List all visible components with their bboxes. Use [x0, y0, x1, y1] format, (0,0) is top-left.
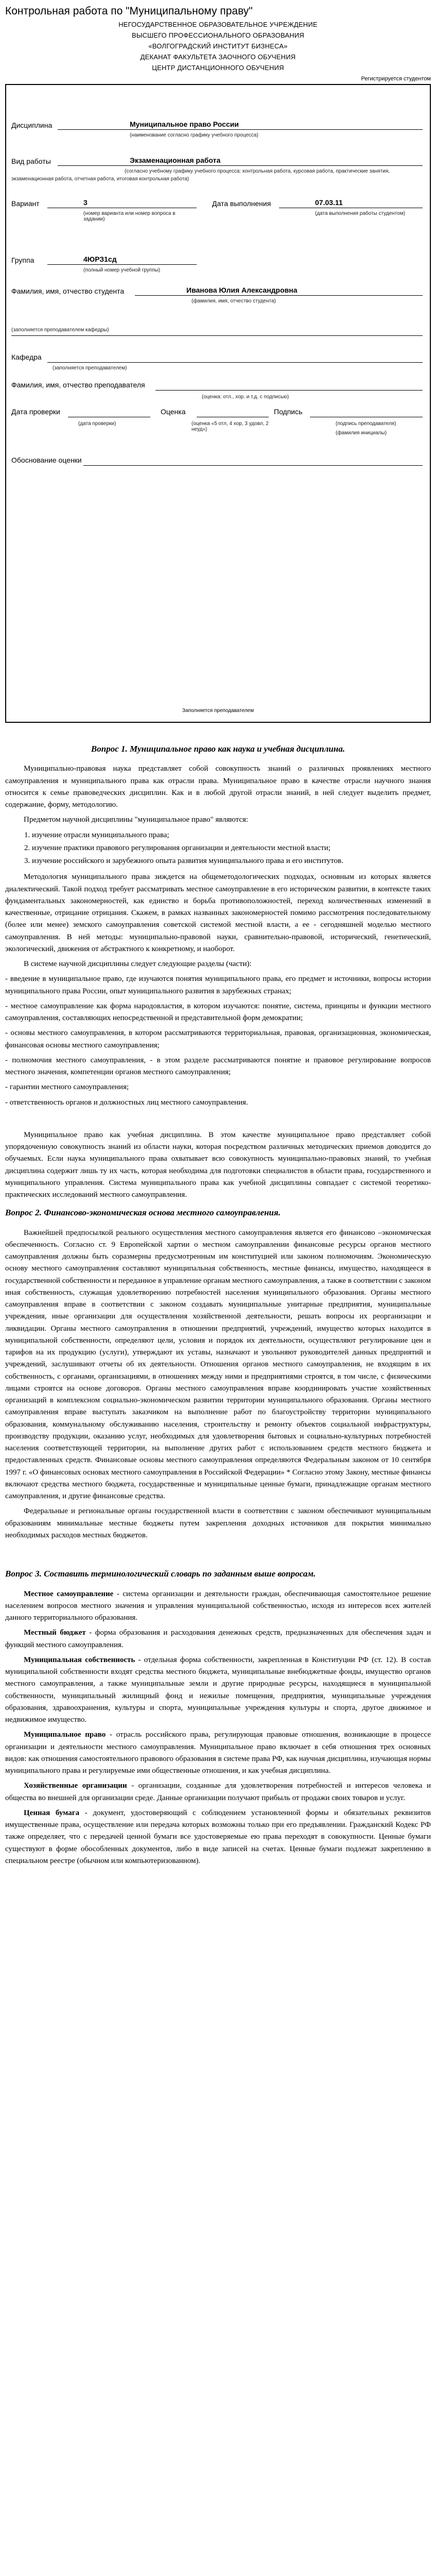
student-label: Фамилия, имя, отчество студента — [11, 287, 125, 295]
section-heading: Вопрос 3. Составить терминологический словарь по заданным выше вопросам. — [5, 1569, 316, 1579]
register-note: Регистрируется студентом — [361, 76, 431, 82]
cover-form — [5, 84, 431, 723]
section-heading: Вопрос 2. Финансово-экономическая основа местного самоуправления. — [5, 1208, 281, 1218]
paragraph: Федеральные и региональные органы государственной власти в соответствии с законом обеспечивают муниципальным образованиям минимальные местные бюджеты путем закрепления доходных источников для покрытия минимально необходимых расходов местных бюджетов. — [5, 1507, 431, 1539]
paragraph: Муниципально-правовая наука представляет собой совокупность знаний о различных проявлениях местного самоуправления и муниципального права как отрасли права. Муниципальное право в качестве отрасли научного знания относится к семье правоведческих дисциплин. Как и в любой другой отрасли знаний, в ней следует выделить предмет, содержание, форму, методологию. — [5, 765, 431, 809]
grade-hint: (оценка: отл., хор. и т.д. с подписью) — [202, 394, 289, 400]
paragraph: Методология муниципального права зиждется на общеметодологических подходах, основным из которых является диалектический. Такой подход требует рассматривать местное самоуправление в его историческом развитии, в контексте таких фундаментальных закономерностей, как единство и борьба противоположностей, переход количественных изменений в качественные, отрицание отрицания. Скажем, в рамках названных закономерностей помимо рассмотрения последовательному (более или менее) земского самоуправления советской системой местной власти, а ее - сегодняшней моделью местного самоуправления. В ней методы: муниципально-правовой науки, сравнительно-правовой, исторический, генетический, экологический, движения от абстрактного к конкретному, и наоборот. — [5, 873, 431, 953]
section-1 — [5, 742, 431, 1201]
subject-list — [23, 829, 431, 868]
teacher-label: Фамилия, имя, отчество преподавателя — [11, 381, 145, 389]
paragraph: - местное самоуправление как форма народовластия, в котором изучаются: понятие, система, принципы и функции местного самоуправления, составляющих непосредственной и представительной форм демократии; — [5, 1002, 431, 1023]
group-line — [47, 264, 197, 265]
student-value: Иванова Юлия Александровна — [186, 286, 298, 294]
header-line: «ВОЛГОГРАДСКИЙ ИНСТИТУТ БИЗНЕСА» — [148, 42, 288, 50]
glossary-term: Муниципальная собственность — [24, 1655, 135, 1664]
list-item: 1. изучение отрасли муниципального права; — [32, 829, 431, 841]
header-line: ВЫСШЕГО ПРОФЕССИОНАЛЬНОГО ОБРАЗОВАНИЯ — [132, 31, 304, 39]
date-label: Дата выполнения — [212, 199, 271, 208]
paragraph: - ответственность органов и должностных лиц местного самоуправления. — [5, 1098, 248, 1107]
variant-value: 3 — [83, 198, 88, 207]
header-line: НЕГОСУДАРСТВЕННОЕ ОБРАЗОВАТЕЛЬНОЕ УЧРЕЖДЕНИЕ — [118, 21, 318, 28]
dept-note: (заполняется преподавателем кафедры) — [11, 327, 109, 333]
date-value: 07.03.11 — [315, 198, 343, 207]
variant-label: Вариант — [11, 199, 40, 208]
glossary-definition: - отрасль российского права, регулирующая правовые отношения, возникающие в процессе организации и деятельности местного самоуправления. Муниципальное право включает в себя отношения трех основных видов: как отношения самостоятельного правового образования в системе права РФ, как научная дисциплина, изучающая нормы муниципального права и регулируемые ими общественные отношения, и как учебная дисциплина. — [5, 1731, 431, 1775]
discipline-note: (наименование согласно графику учебного процесса) — [130, 132, 258, 138]
glossary-entry — [5, 1654, 431, 1726]
student-line — [135, 295, 423, 296]
paragraph: Важнейшей предпосылкой реального осуществления местного самоуправления является его финансово –экономическая обеспеченность. Согласно ст. 9 Европейской хартии о местном самоуправлении финансовые ресурсы органов местного самоуправления должны быть соразмерны предусмотренным им конституцией или законом полномочиям. Экономическую основу местного самоуправления составляют муниципальная собственность, местные финансы, имущество, находящееся в государственной собственности и переданное в управление органам местного самоуправления, а также в соответствии с законом иная собственность, служащая удовлетворению потребностей населения муниципального образования. Органы местного самоуправления вправе в соответствии с законом создавать муниципальные унитарные предприятия, муниципальные учреждения, иные организации для осуществления хозяйственной деятельности, решать вопросы их реорганизации и ликвидации. Органы местного самоуправления в отношении предприятий, учреждений, имущество которых находится в муниципальной собственности, определяют цели, условия и порядок их деятельности, осуществляют регулирование цен и тарифов на их продукцию (услуги), утверждают их уставы, назначают и увольняют руководителей данных предприятий и учреждений, заслушивают отчеты об их деятельности. Отношения органов местного самоуправления, не входящим в их собственность, с органами, организациями, в отношениях между ними и предприятиями строятся, в том числе, с физическими лицами строятся на основе договоров. Органы местного самоуправления вправе координировать участие хозяйственных организаций в комплексном социально-экономическом развитии территории муниципального образования. Органы местного самоуправления вправе выступать заказчиком на выполнение работ по благоустройству территории муниципального образования, коммунальному обслуживанию населения, строительству и ремонту объектов социальной инфраструктуры, производству продукции, оказанию услуг, необходимых для удовлетворения бытовых и социально-культурных потребностей населения соответствующей территории, на выполнение других работ с использованием средств местного бюджета и предоставленных средств. Финансовые основы местного самоуправления определяются Федеральным законом от 10 сентября 1997 г. «О финансовых основах местного самоуправления в Российской Федерации» * Согласно этому Закону, местные финансы включают средства местного бюджета, государственные и муниципальные ценные бумаги, принадлежащие органам местного самоуправления, и другие финансовые средства. — [5, 1228, 431, 1501]
glossary-entry — [5, 1729, 431, 1777]
glossary-entry — [5, 1807, 431, 1867]
sign-label: Подпись — [274, 408, 303, 416]
grade-note: (оценка «5 отл, 4 хор, 3 удовл, 2 неуд») — [191, 421, 269, 432]
header-line: ЦЕНТР ДИСТАНЦИОННОГО ОБУЧЕНИЯ — [152, 64, 284, 72]
work-type-line — [58, 165, 423, 166]
work-type-note: (согласно учебному графику учебного процесса: контрольная работа, курсовая работа, практические занятия, — [125, 168, 390, 174]
work-type-label: Вид работы — [11, 157, 51, 165]
glossary-entry — [5, 1627, 431, 1651]
form-footer: Заполняется преподавателем — [182, 708, 254, 714]
list-item: 3. изучение российского и зарубежного опыта развития муниципального права и его институтов. — [32, 855, 431, 867]
discipline-line — [58, 129, 423, 130]
department-note: (заполняется преподавателем) — [53, 365, 127, 371]
paragraph: - гарантии местного самоуправления; — [5, 1083, 129, 1092]
section-3 — [5, 1567, 431, 1867]
justification-line — [83, 465, 423, 466]
paragraph: Предметом научной дисциплины "муниципальное право" являются: — [24, 816, 249, 824]
department-line — [47, 362, 423, 363]
glossary-term: Местное самоуправление — [24, 1589, 114, 1598]
student-note: (фамилия, имя, отчество студента) — [191, 298, 276, 304]
glossary-term: Хозяйственные организации — [24, 1782, 127, 1790]
glossary-definition: - организации, созданные для удовлетворения потребностей и интересов человека и общества во внешней для организации среде. Данные организации получают прибыль от продажи своих товаров и услуг. — [5, 1782, 431, 1802]
teacher-line — [155, 390, 423, 391]
glossary-entry — [5, 1780, 431, 1804]
work-type-note-2: экзаменационная работа, отчетная работа, итоговая контрольная работа) — [11, 176, 189, 182]
institution-header — [5, 21, 431, 72]
glossary-definition: - система организации и деятельности граждан, обеспечивающая самостоятельное решение населением вопросов местного значения и управления муниципальной собственностью, исходя из интересов всех жителей данного территориального образования. — [5, 1589, 431, 1622]
paragraph: - основы местного самоуправления, в котором рассматриваются территориальная, правовая, организационная, экономическая, финансовая основы местного самоуправления; — [5, 1029, 431, 1049]
section-heading: Вопрос 1. Муниципальное право как наука и учебная дисциплина. — [91, 744, 345, 754]
check-date-label: Дата проверки — [11, 408, 60, 416]
department-label: Кафедра — [11, 353, 42, 361]
discipline-value: Муниципальное право России — [130, 120, 239, 128]
variant-note: (номер варианта или номер вопроса в задании) — [83, 211, 176, 222]
section-2 — [5, 1206, 431, 1541]
discipline-label: Дисциплина — [11, 121, 53, 129]
paragraph: Муниципальное право как учебная дисциплина. В этом качестве муниципальное право представляет собой упорядоченную совокупность знаний из области науки, которая посредством различных методических приемов доводится до обучаемых. Если наука муниципального права охватывает всю совокупность муниципально-правовых знаний, то учебная дисциплина содержит лишь ту их часть, которая необходима для подготовки специалистов в области права, государственного и муниципального управления. Система муниципального права как учебной дисциплины совпадает с системой теоретико-практических исследований местного самоуправления. — [5, 1130, 431, 1199]
header-line: ДЕКАНАТ ФАКУЛЬТЕТА ЗАОЧНОГО ОБУЧЕНИЯ — [140, 53, 296, 61]
answers — [5, 742, 431, 1867]
page-title: Контрольная работа по "Муниципальному праву" — [5, 5, 253, 17]
justification-label: Обоснование оценки — [11, 456, 82, 464]
sign-note-2: (фамилия инициалы) — [336, 430, 387, 436]
work-type-value: Экзаменационная работа — [130, 156, 221, 164]
dept-fill-line — [11, 335, 423, 336]
glossary-term: Ценная бумага — [24, 1808, 80, 1817]
list-item: 2. изучение практики правового регулирования организации и деятельности местной власти; — [32, 842, 431, 854]
glossary-definition: - документ, удостоверяющий с соблюдением установленной формы и обязательных реквизитов имущественные права, осуществление или передача которых возможны только при его предъявлении. Гражданский Кодекс РФ также определяет, что с передачей ценной бумаги все удостоверяемые ею права переходят в совокупности. Ценные бумаги существуют в форме обособленных документов, либо в виде записей на счетах. Ценные бумаги подлежат закреплению в специальном реестре (обычном или компьютеризованном). — [5, 1808, 431, 1865]
group-value: 4ЮРЗ1сд — [83, 255, 117, 263]
glossary-definition: - форма образования и расходования денежных средств, предназначенных для обеспечения задач и функций местного самоуправления. — [5, 1629, 431, 1649]
glossary-definition: - отдельная форма собственности, закрепленная в Конституции РФ (ст. 12). В состав муниципальной собственности входят средства местного бюджета, муниципальные внебюджетные фонды, имущество органов местного самоуправления, а также муниципальные земли и другие природные ресурсы, находящиеся в муниципальной собственности, муниципальный жилищный фонд и нежилые помещения, предприятия, муниципальные учреждения образования, здравоохранения, культуры и спорта, муниципальные учреждения культуры и спорта, другое движимое и недвижимое имущество. — [5, 1655, 431, 1724]
glossary-term: Муниципальное право — [24, 1731, 106, 1739]
grade-label: Оценка — [161, 408, 186, 416]
glossary-entry — [5, 1588, 431, 1624]
paragraph: - введение в муниципальное право, где изучаются понятия муниципального права, его предмет и источники, вопросы истории муниципального права России, опыт муниципального развития в зарубежных странах; — [5, 975, 431, 995]
paragraph: - полномочия местного самоуправления, - в этом разделе рассматриваются понятие и правовое регулирование вопросов местного значения, компетенции органов местного самоуправления; — [5, 1056, 431, 1077]
sign-note: (подпись преподавателя) — [336, 421, 396, 427]
paragraph: В системе научной дисциплины следует следующие разделы (части): — [24, 960, 252, 969]
check-date-note: (дата проверки) — [78, 421, 116, 427]
group-label: Группа — [11, 256, 34, 264]
group-note: (полный номер учебной группы) — [83, 267, 161, 273]
date-note: (дата выполнения работы студентом) — [315, 211, 406, 216]
glossary-term: Местный бюджет — [24, 1629, 86, 1637]
